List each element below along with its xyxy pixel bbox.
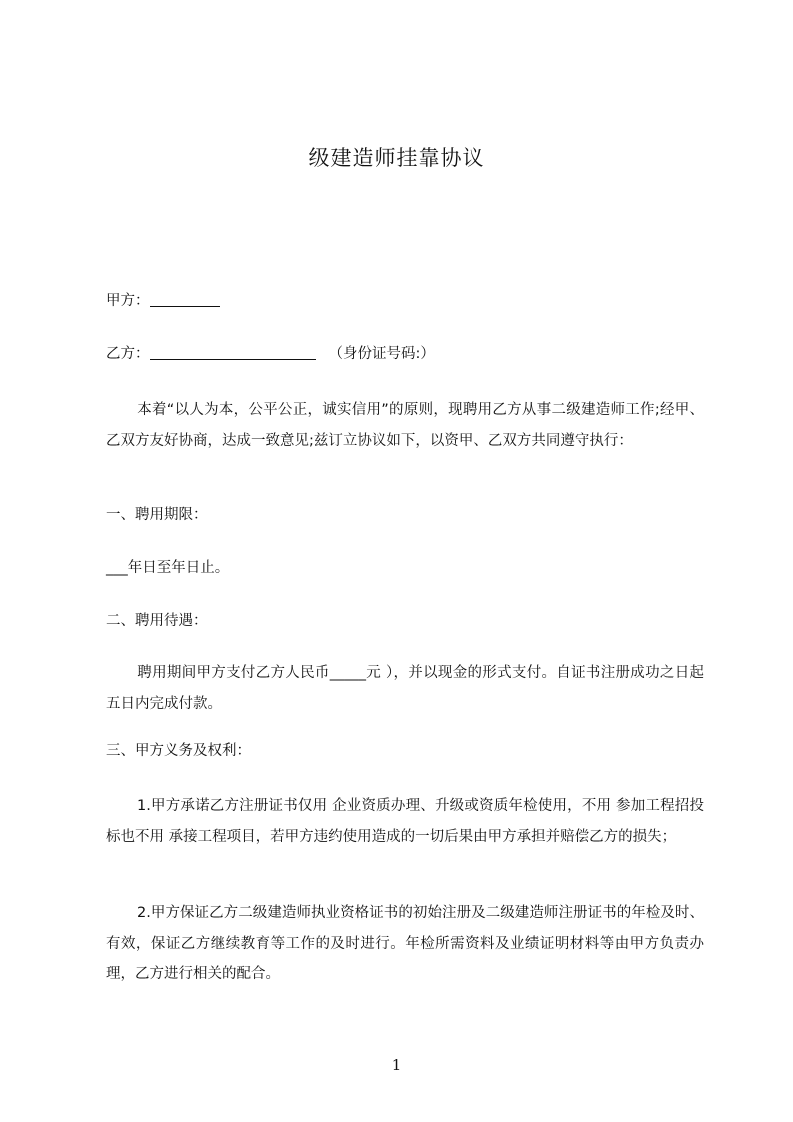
section2-heading: 二、聘用待遇： [106,613,208,629]
party-a-blank [150,292,220,307]
term-blank: ___ [106,560,128,576]
party-a-label: 甲方： [106,293,150,309]
clause-2-text: 2.甲方保证乙方二级建造师执业资格证书的初始注册及二级建造师注册证书的年检及时、有效，保证乙方继续教育等工作的及时进行。年检所需资料及业绩证明材料等由甲方负责办理，乙方进行相关的配合。 [106,905,704,982]
page-number: 1 [391,1056,402,1074]
term-text: 年日至年日止。 [127,560,230,576]
party-b-blank [150,345,316,360]
party-b-line [106,344,706,364]
intro-paragraph [106,395,704,456]
party-b-label: 乙方： [106,346,150,362]
clause-1-paragraph [106,791,704,852]
party-a-line [106,291,706,311]
section1-heading: 一、聘用期限： [106,507,208,523]
term-line [106,558,706,578]
payment-paragraph [106,658,704,719]
clause-1-text: 1.甲方承诺乙方注册证书仅用 企业资质办理、升级或资质年检使用，不用 参加工程招投标也不用 承接工程项目，若甲方违约使用造成的一切后果由甲方承担并赔偿乙方的损失； [106,798,704,845]
clause-2-paragraph [106,898,704,990]
section3-heading: 三、甲方义务及权利： [106,743,251,759]
party-b-id-note: （身份证号码:） [328,346,435,362]
payment-text: 聘用期间甲方支付乙方人民币_____元 ），并以现金的形式支付。自证书注册成功之日起五日内完成付款。 [106,665,704,712]
document-title: 级建造师挂靠协议 [308,146,485,170]
intro-text: 本着“以人为本，公平公正，诚实信用”的原则，现聘用乙方从事二级建造师工作;经甲、乙双方友好协商，达成一致意见;兹订立协议如下，以资甲、乙双方共同遵守执行： [106,402,704,449]
